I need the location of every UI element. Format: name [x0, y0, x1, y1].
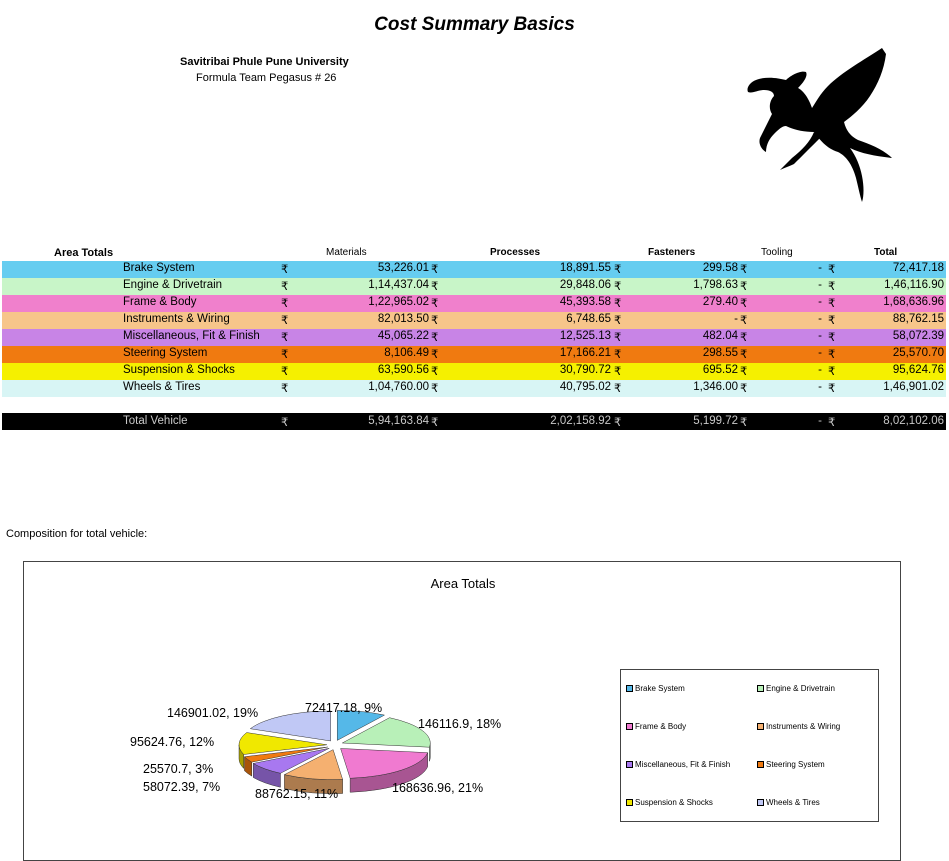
legend-swatch [626, 761, 633, 768]
total-value: 8,02,102.06 [883, 415, 944, 427]
team-name: Formula Team Pegasus # 26 [196, 72, 337, 84]
legend-swatch [626, 799, 633, 806]
legend-swatch [626, 685, 633, 692]
area-label: Brake System [123, 262, 195, 274]
materials-value: 1,04,760.00 [368, 381, 429, 393]
currency-symbol: ₹ [828, 417, 836, 429]
currency-symbol: ₹ [614, 366, 622, 378]
table-row-header: Area Totals [54, 247, 114, 259]
pie-data-label: 25570.7, 3% [143, 762, 214, 776]
table-row [2, 278, 946, 295]
chart-legend [620, 669, 879, 822]
currency-symbol: ₹ [828, 332, 836, 344]
legend-swatch [757, 761, 764, 768]
legend-label: Instruments & Wiring [766, 722, 841, 731]
currency-symbol: ₹ [431, 332, 439, 344]
tooling-value: - [818, 330, 822, 342]
area-label: Suspension & Shocks [123, 364, 235, 376]
table-row [2, 380, 946, 397]
total-value: 95,624.76 [892, 364, 944, 376]
currency-symbol: ₹ [431, 298, 439, 310]
legend-item [626, 798, 713, 807]
materials-value: 5,94,163.84 [368, 415, 429, 427]
materials-value: 8,106.49 [384, 347, 429, 359]
area-label: Total Vehicle [123, 415, 188, 427]
currency-symbol: ₹ [740, 315, 748, 327]
legend-label: Brake System [635, 684, 685, 693]
currency-symbol: ₹ [281, 383, 289, 395]
tooling-value: - [818, 415, 822, 427]
currency-symbol: ₹ [740, 417, 748, 429]
materials-value: 45,065.22 [377, 330, 429, 342]
currency-symbol: ₹ [614, 417, 622, 429]
tooling-value: - [818, 364, 822, 376]
area-label: Miscellaneous, Fit & Finish [123, 330, 260, 342]
area-label: Steering System [123, 347, 208, 359]
currency-symbol: ₹ [281, 349, 289, 361]
legend-swatch [626, 723, 633, 730]
table-row [2, 329, 946, 346]
currency-symbol: ₹ [281, 332, 289, 344]
currency-symbol: ₹ [431, 315, 439, 327]
legend-item [626, 722, 686, 731]
tooling-value: - [818, 279, 822, 291]
processes-value: 17,166.21 [559, 347, 611, 359]
currency-symbol: ₹ [614, 264, 622, 276]
total-value: 72,417.18 [892, 262, 944, 274]
legend-label: Miscellaneous, Fit & Finish [635, 760, 731, 769]
pie-data-label: 146116.9, 18% [418, 717, 502, 731]
chart-title: Area Totals [430, 576, 496, 591]
currency-symbol: ₹ [828, 281, 836, 293]
table-row [2, 295, 946, 312]
currency-symbol: ₹ [828, 298, 836, 310]
materials-value: 1,14,437.04 [368, 279, 429, 291]
legend-item [757, 760, 825, 769]
total-value: 58,072.39 [892, 330, 944, 342]
area-label: Instruments & Wiring [123, 313, 230, 325]
processes-value: 18,891.55 [559, 262, 611, 274]
fasteners-value: 1,346.00 [693, 381, 738, 393]
column-header-materials: Materials [326, 247, 367, 258]
column-header-processes: Processes [490, 247, 541, 258]
currency-symbol: ₹ [281, 315, 289, 327]
currency-symbol: ₹ [281, 417, 289, 429]
table-row [2, 312, 946, 329]
total-vehicle-row [2, 413, 946, 430]
currency-symbol: ₹ [740, 332, 748, 344]
legend-item [757, 684, 835, 693]
tooling-value: - [818, 381, 822, 393]
legend-label: Steering System [766, 760, 825, 769]
area-label: Wheels & Tires [123, 381, 201, 393]
currency-symbol: ₹ [740, 298, 748, 310]
total-value: 88,762.15 [892, 313, 944, 325]
processes-value: 30,790.72 [559, 364, 611, 376]
materials-value: 53,226.01 [377, 262, 429, 274]
processes-value: 45,393.58 [559, 296, 611, 308]
column-header-tooling: Tooling [761, 247, 793, 258]
currency-symbol: ₹ [740, 264, 748, 276]
processes-value: 40,795.02 [559, 381, 611, 393]
materials-value: 82,013.50 [377, 313, 429, 325]
currency-symbol: ₹ [614, 298, 622, 310]
legend-swatch [757, 799, 764, 806]
area-label: Engine & Drivetrain [123, 279, 223, 291]
materials-value: 63,590.56 [377, 364, 429, 376]
legend-item [626, 760, 730, 769]
currency-symbol: ₹ [431, 366, 439, 378]
currency-symbol: ₹ [740, 366, 748, 378]
legend-swatch [757, 723, 764, 730]
table-row [2, 261, 946, 278]
university-name: Savitribai Phule Pune University [180, 56, 349, 68]
currency-symbol: ₹ [828, 315, 836, 327]
pie-data-label: 168636.96, 21% [392, 781, 484, 795]
legend-label: Frame & Body [635, 722, 687, 731]
tooling-value: - [818, 262, 822, 274]
total-value: 1,46,901.02 [883, 381, 944, 393]
fasteners-value: 5,199.72 [693, 415, 738, 427]
currency-symbol: ₹ [614, 383, 622, 395]
currency-symbol: ₹ [431, 264, 439, 276]
processes-value: 6,748.65 [566, 313, 611, 325]
fasteners-value: 695.52 [702, 364, 738, 376]
legend-swatch [757, 685, 764, 692]
currency-symbol: ₹ [828, 349, 836, 361]
table-row [2, 346, 946, 363]
currency-symbol: ₹ [740, 349, 748, 361]
legend-label: Wheels & Tires [766, 798, 820, 807]
processes-value: 12,525.13 [559, 330, 611, 342]
processes-value: 2,02,158.92 [550, 415, 611, 427]
column-header-total: Total [874, 247, 898, 258]
pegasus-icon [744, 46, 896, 206]
legend-item [626, 684, 685, 693]
currency-symbol: ₹ [614, 281, 622, 293]
pie-data-label: 58072.39, 7% [143, 780, 221, 794]
total-value: 25,570.70 [892, 347, 944, 359]
pie-data-label: 95624.76, 12% [130, 735, 215, 749]
total-value: 1,68,636.96 [883, 296, 944, 308]
materials-value: 1,22,965.02 [368, 296, 429, 308]
currency-symbol: ₹ [281, 264, 289, 276]
currency-symbol: ₹ [281, 298, 289, 310]
fasteners-value: 299.58 [702, 262, 738, 274]
pie-data-label: 146901.02, 19% [167, 706, 259, 720]
currency-symbol: ₹ [740, 383, 748, 395]
total-value: 1,46,116.90 [884, 279, 944, 291]
currency-symbol: ₹ [740, 281, 748, 293]
fasteners-value: 298.55 [702, 347, 738, 359]
fasteners-value: 482.04 [702, 330, 738, 342]
currency-symbol: ₹ [431, 383, 439, 395]
currency-symbol: ₹ [614, 349, 622, 361]
composition-label: Composition for total vehicle: [6, 528, 148, 540]
tooling-value: - [818, 296, 822, 308]
pie-data-label: 88762.15, 11% [255, 787, 339, 801]
tooling-value: - [818, 313, 822, 325]
currency-symbol: ₹ [828, 383, 836, 395]
legend-item [757, 722, 840, 731]
area-label: Frame & Body [123, 296, 197, 308]
tooling-value: - [818, 347, 822, 359]
fasteners-value: - [734, 313, 738, 325]
processes-value: 29,848.06 [559, 279, 611, 291]
currency-symbol: ₹ [431, 349, 439, 361]
currency-symbol: ₹ [281, 366, 289, 378]
currency-symbol: ₹ [431, 281, 439, 293]
currency-symbol: ₹ [431, 417, 439, 429]
currency-symbol: ₹ [828, 264, 836, 276]
currency-symbol: ₹ [828, 366, 836, 378]
fasteners-value: 279.40 [702, 296, 738, 308]
column-header-fasteners: Fasteners [648, 247, 696, 258]
page-title: Cost Summary Basics [374, 14, 575, 35]
table-row [2, 363, 946, 380]
fasteners-value: 1,798.63 [693, 279, 738, 291]
currency-symbol: ₹ [614, 315, 622, 327]
currency-symbol: ₹ [614, 332, 622, 344]
pie-data-label: 72417.18, 9% [305, 701, 383, 715]
legend-item [757, 798, 820, 807]
legend-label: Suspension & Shocks [635, 798, 713, 807]
legend-label: Engine & Drivetrain [766, 684, 835, 693]
currency-symbol: ₹ [281, 281, 289, 293]
